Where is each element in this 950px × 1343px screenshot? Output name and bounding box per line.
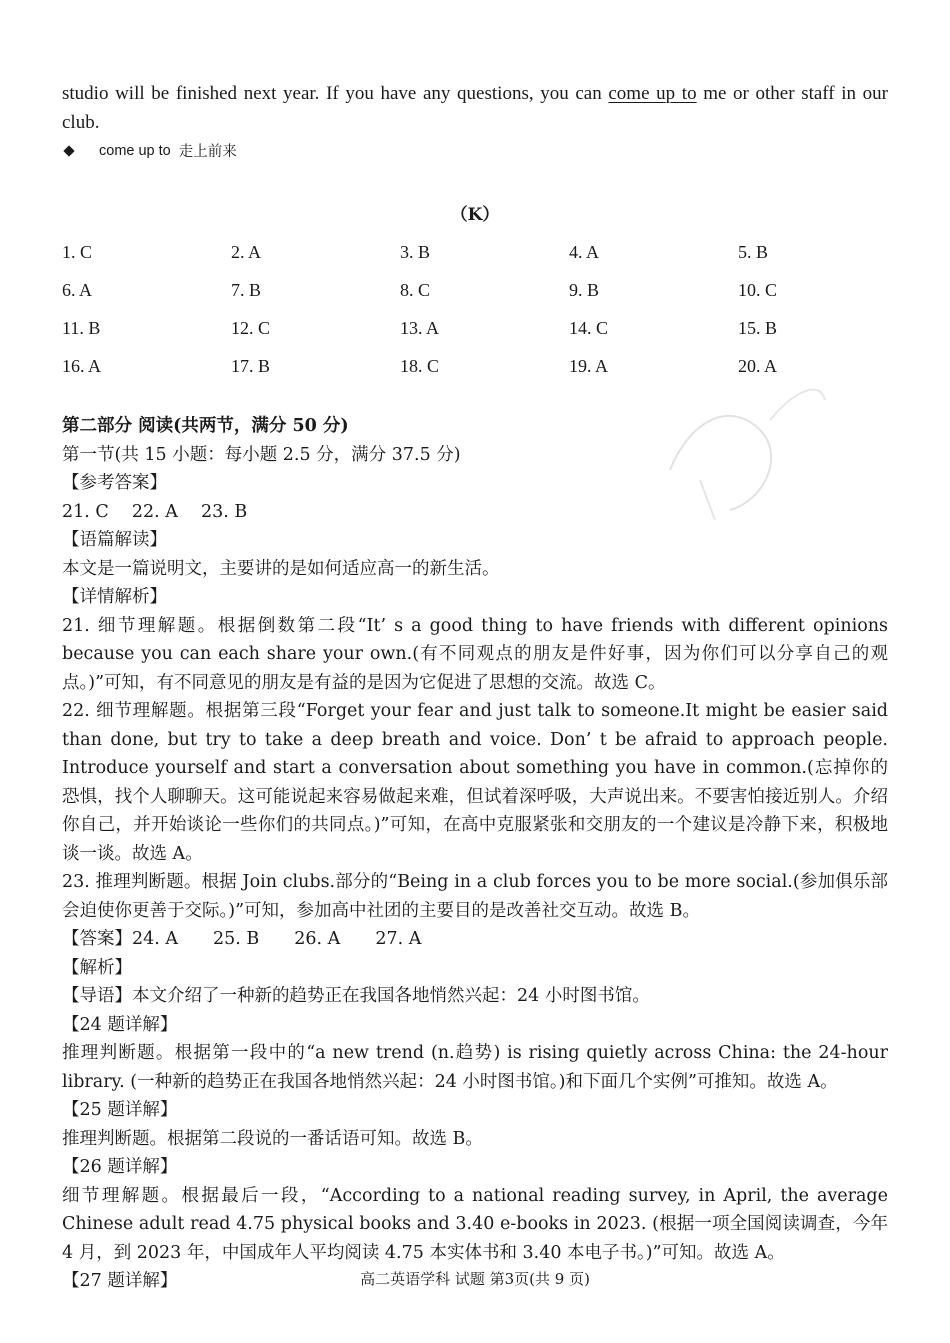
- answer-cell: 5. B: [738, 242, 769, 262]
- q26-explanation: 细节理解题。根据最后一段，“According to a national reading survey, in April, the average Chinese adult read 4.75 physical books and 3.40 e-books in 2023. (根据一项全国阅读调查，今年 4 月，到 2023 年，中国成年人平均阅读 4.75 本实体书和 3.40 本电子书。)”可知。故选 A。: [62, 1185, 888, 1263]
- answer-line: [62, 925, 888, 954]
- ref-answer-label: 【参考答案】: [62, 473, 167, 493]
- part2-section: [62, 412, 888, 1296]
- analysis-label: 【解析】: [62, 957, 132, 978]
- vocab-meaning: 走上前来: [178, 144, 237, 160]
- q25-explanation: 推理判断题。根据第二段说的一番话语可知。故选 B。: [62, 1128, 483, 1149]
- answer-cell: 16. A: [62, 356, 102, 376]
- part2-title: 第二部分 阅读(共两节，满分 50 分): [62, 416, 349, 436]
- answer-cell: 18. C: [400, 356, 440, 376]
- vocab-term: come up to: [99, 142, 171, 159]
- answer-row: [62, 310, 912, 348]
- ref-answers: 21. C 22. A 23. B: [62, 501, 248, 522]
- intro-label: 【导语】: [62, 986, 132, 1006]
- intro-text: 本文介绍了一种新的趋势正在我国各地悄然兴起：24 小时图书馆。: [132, 986, 650, 1006]
- answer-values: 24. A 25. B 26. A 27. A: [132, 929, 422, 949]
- answer-cell: 3. B: [400, 242, 431, 262]
- q25-label: 【25 题详解】: [62, 1100, 178, 1120]
- answer-cell: 15. B: [738, 318, 778, 338]
- answer-row: [62, 234, 912, 272]
- answer-cell: 14. C: [569, 318, 609, 338]
- answer-cell: 1. C: [62, 242, 93, 262]
- underlined-phrase: come up to: [608, 83, 697, 104]
- part2-subtitle: 第一节(共 15 小题：每小题 2.5 分，满分 37.5 分): [62, 444, 461, 465]
- passage-text: 本文是一篇说明文，主要讲的是如何适应高一的新生活。: [62, 558, 500, 579]
- answer-cell: 4. A: [569, 242, 600, 262]
- diamond-bullet-icon: [63, 145, 74, 156]
- section-k-heading: （K）: [450, 205, 500, 225]
- answer-cell: 9. B: [569, 280, 600, 300]
- q22-explanation: 22. 细节理解题。根据第三段“Forget your fear and just talk to someone.It might be easier said than done, but try to take a deep breath and voice. Don’ t be afraid to approach people. Introduce yourself and start a conversation about something you have in common.(忘掉你的恐惧，找个人聊聊天。这可能说起来容易做起来难，但试着深呼吸，大声说出来。不要害怕接近别人。介绍你自己，并开始谈论一些你们的共同点。)”可知，在高中克服紧张和交朋友的一个建议是冷静下来，积极地谈一谈。故选 A。: [62, 701, 888, 864]
- paragraph-text-end: me or other staff in our club.: [62, 83, 888, 133]
- answer-cell: 20. A: [738, 356, 778, 376]
- answer-cell: 6. A: [62, 280, 93, 300]
- page-footer: 高二英语学科 试题 第3页(共 9 页): [360, 1270, 590, 1288]
- answer-cell: 17. B: [231, 356, 271, 376]
- intro-line: [62, 982, 888, 1011]
- q23-explanation: 23. 推理判断题。根据 Join clubs.部分的“Being in a club forces you to be more social.(参加俱乐部会迫使你更善于交际。)”可知，参加高中社团的主要目的是改善社交互动。故选 B。: [62, 872, 888, 921]
- answer-label: 【答案】: [62, 929, 132, 949]
- detail-label: 【详情解析】: [62, 587, 167, 607]
- answer-cell: 10. C: [738, 280, 778, 300]
- q27-label: 【27 题详解】: [62, 1271, 178, 1291]
- answer-cell: 13. A: [400, 318, 440, 338]
- q24-label: 【24 题详解】: [62, 1014, 178, 1035]
- answer-cell: 19. A: [569, 356, 609, 376]
- q24-explanation: 推理判断题。根据第一段中的“a new trend (n.趋势) is rising quietly across China: the 24-hour library. (一种新的趋势正在我国各地悄然兴起：24 小时图书馆。)和下面几个实例”可推知。故选 A。: [62, 1043, 888, 1092]
- vocab-note: [62, 140, 237, 161]
- q21-explanation: 21. 细节理解题。根据倒数第二段“It’ s a good thing to have friends with different opinions because you can each share your own.(有不同观点的朋友是件好事，因为你们可以分享自己的观点。)”可知，有不同意见的朋友是有益的是因为它促进了思想的交流。故选 C。: [62, 615, 888, 693]
- answer-cell: 8. C: [400, 280, 431, 300]
- top-paragraph: [62, 80, 888, 137]
- answer-cell: 12. C: [231, 318, 271, 338]
- answer-cell: 7. B: [231, 280, 262, 300]
- answer-cell: 11. B: [62, 318, 101, 338]
- q26-label: 【26 题详解】: [62, 1157, 178, 1177]
- passage-label: 【语篇解读】: [62, 530, 167, 550]
- answer-row: [62, 272, 912, 310]
- paragraph-text: studio will be finished next year. If you have any questions, you can: [62, 83, 609, 104]
- answer-cell: 2. A: [231, 242, 262, 262]
